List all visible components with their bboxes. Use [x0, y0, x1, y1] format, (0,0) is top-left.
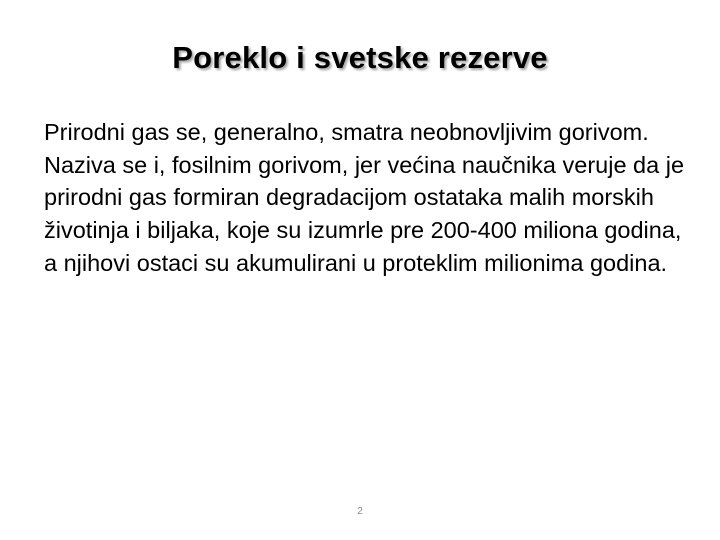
slide-title: Poreklo i svetske rezerve	[172, 40, 548, 75]
paragraph-1: Prirodni gas se, generalno, smatra neobnovljivim gorivom.	[44, 119, 649, 145]
slide-body	[44, 116, 694, 280]
page-number: 2	[357, 506, 363, 517]
paragraph-2: Naziva se i, fosilnim gorivom, jer većina naučnika veruje da je prirodni gas formiran degradacijom ostataka malih morskih životinja i biljaka, koje su izumrle pre 200-400 miliona godina, a njihovi ostaci su akumulirani u proteklim milionima godina.	[44, 151, 685, 276]
